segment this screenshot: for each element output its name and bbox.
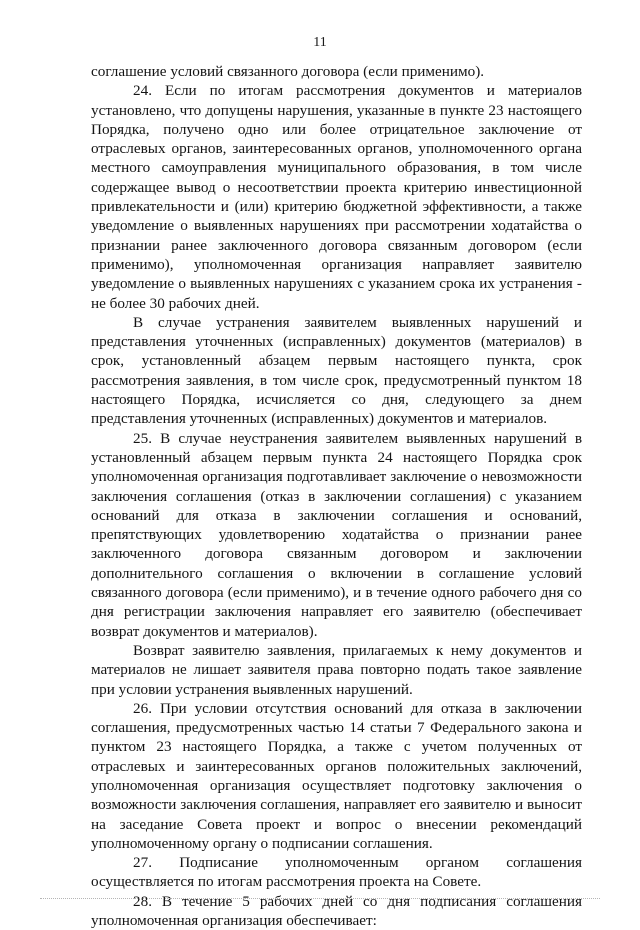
paragraph-continuation: соглашение условий связанного договора (если применимо). [91,63,485,80]
paragraph-24-second: В случае устранения заявителем выявленных нарушений и представления уточненных (исправленных) документов (материалов) в срок, установленный абзацем первым настоящего пункта, срок рассмотрения заявления, в том числе срок, предусмотренный пунктом 18 настоящего Порядка, исчисляется со дня, следующего за днем представления уточненных (исправленных) документов и материалов. [91,313,582,428]
scan-edge-line [40,897,600,899]
paragraph-26: 26. При условии отсутствия оснований для отказа в заключении соглашения, предусмотренных частью 14 статьи 7 Федерального закона и пунктом 23 настоящего Порядка, а также с учетом полученных от отраслевых и заинтересованных органов положительных заключений, уполномоченная организация осуществляет подготовку заключения о возможности заключения соглашения, направляет его заявителю и выносит на заседание Совета проект и вопрос о внесении рекомендаций уполномоченному органу о подписании соглашения. [91,699,582,852]
paragraph-28: 28. В течение 5 рабочих дней со дня подписания соглашения уполномоченная организация обеспечивает: [91,892,582,930]
paragraph-25-second: Возврат заявителю заявления, прилагаемых к нему документов и материалов не лишает заявителя права повторно подать такое заявление при условии устранения выявленных нарушений. [91,641,582,698]
paragraph-27: 27. Подписание уполномоченным органом соглашения осуществляется по итогам рассмотрения проекта на Совете. [91,854,582,891]
page-number: 11 [313,35,327,50]
paragraph-24: 24. Если по итогам рассмотрения документов и материалов установлено, что допущены нарушения, указанные в пункте 23 настоящего Порядка, получено одно или более отрицательное заключение от отраслевых органов, заинтересованных органов, уполномоченного органа местного самоуправления муниципального образования, в том числе содержащее вывод о несоответствии проекта критерию инвестиционной привлекательности и (или) критерию бюджетной эффективности, а также уведомление о выявленных нарушениях при рассмотрении ходатайства о признании ранее заключенного договора связанным договором (если применимо), уполномоченная организация направляет заявителю уведомление о выявленных нарушениях с указанием срока их устранения - не более 30 рабочих дней. [91,82,582,312]
document-body [91,62,582,930]
paragraph-25: 25. В случае неустранения заявителем выявленных нарушений в установленный абзацем первым пункта 24 настоящего Порядка срок уполномоченная организация подготавливает заключение о невозможности заключения соглашения (отказ в заключении соглашения) с указанием оснований для отказа в заключении соглашения и оснований, препятствующих удовлетворению ходатайства о признании ранее заключенного договора связанным договором и заключении дополнительного соглашения о включении в соглашение условий связанного договора (если применимо), и в течение одного рабочего дня со дня регистрации заключения направляет его заявителю (обеспечивает возврат документов и материалов). [91,429,582,640]
